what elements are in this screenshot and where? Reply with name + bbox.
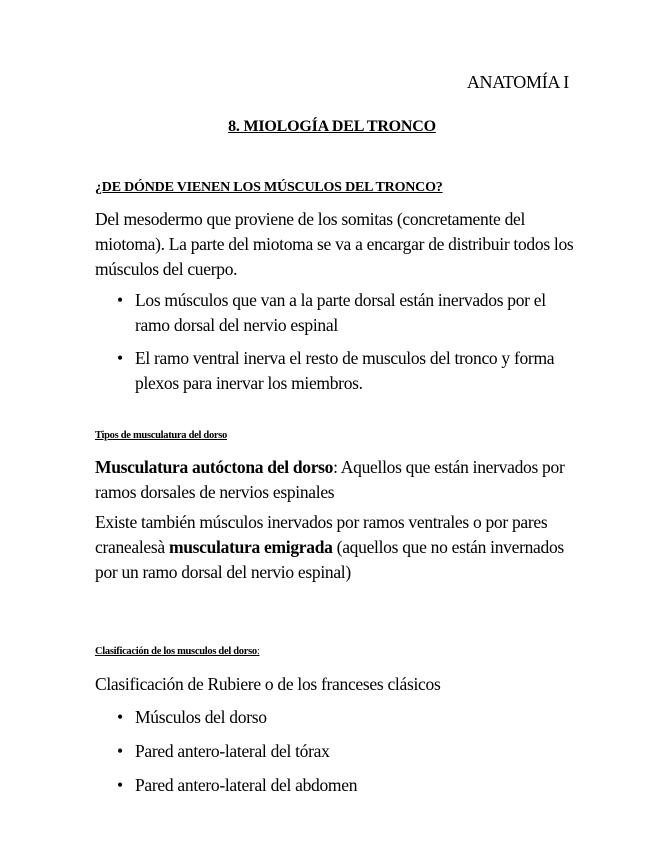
- list-item: • Músculos del dorso: [115, 705, 575, 730]
- autochthonous-term: Musculatura autóctona del dorso: [95, 457, 334, 477]
- autochthonous-paragraph: [95, 455, 575, 505]
- list-item: • El ramo ventral inerva el resto de musculos del tronco y forma plexos para inervar los miembros.: [115, 346, 575, 396]
- classification-heading: [95, 646, 259, 657]
- classification-intro: Clasificación de Rubiere o de los franceses clásicos: [95, 674, 441, 694]
- autochthonous-text: : Aquellos que están inervados por ramos dorsales de nervios espinales: [95, 457, 565, 502]
- emigrated-text-start: Existe también músculos inervados por ramos ventrales o por pares cranealesà: [95, 512, 548, 557]
- list-item: • Los músculos que van a la parte dorsal están inervados por el ramo dorsal del nervio espinal: [115, 288, 575, 338]
- classification-bullet-list: [115, 705, 575, 806]
- origin-paragraph: Del mesodermo que proviene de los somitas (concretamente del miotoma). La parte del miotoma se va a encargar de distribuir todos los músculos del cuerpo.: [95, 209, 574, 279]
- classification-heading-text: Clasificación de los musculos del dorso: [95, 646, 257, 657]
- emigrated-term: musculatura emigrada: [168, 537, 333, 557]
- emigrated-paragraph: [95, 510, 575, 585]
- section-question-heading: ¿DE DÓNDE VIENEN LOS MÚSCULOS DEL TRONCO?: [95, 180, 443, 195]
- page-title: 8. MIOLOGÍA DEL TRONCO: [228, 118, 436, 135]
- types-heading: Tipos de musculatura del dorso: [95, 430, 227, 441]
- list-item: • Pared antero-lateral del tórax: [115, 739, 575, 764]
- course-header: ANATOMÍA I: [466, 72, 569, 92]
- classification-heading-colon: :: [256, 646, 260, 657]
- list-item: • Pared antero-lateral del abdomen: [115, 773, 575, 798]
- emigrated-text-end: (aquellos que no están invernados por un ramo dorsal del nervio espinal): [95, 537, 564, 582]
- origin-bullet-list: [115, 288, 575, 404]
